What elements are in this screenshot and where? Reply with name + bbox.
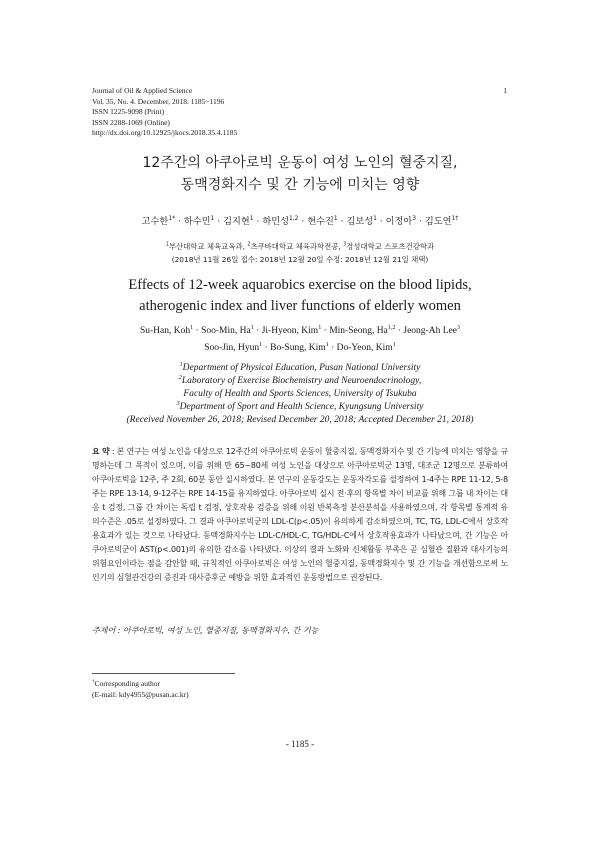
- author-affiliation-mark: 1: [333, 214, 338, 222]
- author-separator: ·: [321, 326, 330, 336]
- author-name: Jeong-Ah Lee: [403, 326, 457, 336]
- author-separator: ·: [214, 216, 224, 227]
- author-affiliation-mark: 1†: [451, 214, 459, 222]
- author-name: 김보성: [346, 216, 374, 227]
- issn-print: ISSN 1225-9098 (Print): [92, 107, 165, 116]
- author-name: 하수민: [183, 216, 211, 227]
- korean-authors: [0, 213, 600, 227]
- english-title: [0, 275, 600, 317]
- journal-volume: Vol. 35, No. 4. December, 2018. 1185~1196: [92, 96, 225, 106]
- english-authors-line2: [0, 340, 600, 357]
- english-authors: [0, 323, 600, 357]
- journal-metadata: [92, 86, 237, 139]
- page-number-bottom: - 1185 -: [285, 739, 315, 749]
- author-separator: ·: [416, 216, 425, 227]
- english-affiliation-line: $^1$Department of Physical Education, Pusan National University: [179, 361, 421, 373]
- korean-affiliations: [0, 240, 600, 266]
- journal-name: Journal of Oil & Applied Science: [92, 86, 193, 95]
- author-separator: ·: [262, 343, 271, 353]
- author-separator: ·: [253, 216, 263, 227]
- footnote: [92, 678, 189, 700]
- author-affiliation-mark: 1,2: [387, 324, 396, 331]
- author-affiliation-mark: 1*: [168, 214, 176, 222]
- author-separator: ·: [328, 343, 337, 353]
- author-name: Min-Seong, Ha: [329, 326, 388, 336]
- author-name: 김지현: [223, 216, 250, 227]
- doi-link[interactable]: http://dx.doi.org/10.12925/jkocs.2018.35.4.1185: [92, 128, 238, 137]
- english-title-line1: Effects of 12-week aquarobics exercise on the blood lipids,: [128, 277, 472, 293]
- author-name: Ji-Hyeon, Kim: [261, 326, 319, 336]
- korean-title: [0, 152, 600, 196]
- author-affiliation-mark: 1: [373, 214, 377, 222]
- corresponding-author: †Corresponding author: [92, 679, 161, 688]
- author-name: 현수진: [307, 216, 334, 227]
- author-affiliation-mark: 1: [250, 324, 254, 331]
- author-affiliation-mark: 1: [392, 341, 396, 348]
- author-affiliation-mark: 1: [318, 324, 322, 331]
- author-separator: ·: [175, 216, 184, 227]
- author-name: Soo-Jin, Hyun: [204, 343, 260, 353]
- issn-online: ISSN 2288-1069 (Online): [92, 117, 170, 127]
- english-affiliation-line: (Received November 26, 2018; Revised December 20, 2018; Accepted December 21, 2018): [126, 415, 474, 425]
- author-separator: ·: [193, 326, 202, 336]
- author-name: Soo-Min, Ha: [201, 326, 251, 336]
- author-affiliation-mark: 3: [456, 324, 461, 331]
- english-affiliation-line: Faculty of Health and Sports Sciences, University of Tsukuba: [183, 389, 417, 399]
- abstract-text: : 본 연구는 여성 노인을 대상으로 12주간의 아쿠아로빅 운동이 혈중지질, 동맥경화지수 및 간 기능에 미치는 영향을 규명하는데 그 목적이 있으며, 이를 위해 만 65~80세 여성 노인을 대상으로 아쿠아로빅군 13명, 대조군 12명으로 분류하여 아쿠아로빅을 12주, 주 2회, 60분 동안 실시하였다. 본 연구의 운동강도는 운동자각도를 설정하여 1-4주는 RPE 11-12, 5-8주는 RPE 13-14, 9-12주는 RPE 14-15를 유지하였다. 아쿠아로빅 실시 전·후의 항목별 차이 비교를 위해 그룹 내 차이는 대응 t 검정, 그룹 간 차이는 독립 t 검정, 상호작용 검증을 위해 이원 반복측정 분산분석을 사용하였으며, 각 항목별 통계적 유의수준은 .05로 설정하였다. 그 결과 아쿠아로빅군의 LDL-C(p<.05)이 유의하게 감소하였으며, TC, TG, LDL-C에서 상호작용효과가 있는 것으로 나타났다. 동맥경화지수는 LDL-C/HDL-C, TG/HDL-C에서 상호작용효과가 나타났으며, 간 기능은 아쿠아로빅군이 AST(p<.001)의 유의한 감소를 나타냈다. 이상의 결과 노화와 신체활동 부족은 곧 심혈관 질환과 대사기능의 위험요인이라는 점을 감안할 때, 규칙적인 아쿠아로빅은 여성 노인의 혈중지질, 동맥경화지수 및 간 기능을 개선함으로써 노인기의 심혈관건강의 증진과 대사증후군 예방을 위한 효과적인 운동방법으로 권장된다.: [92, 447, 508, 582]
- author-separator: ·: [376, 216, 386, 227]
- english-affiliation-line: $^3$Department of Sport and Health Science, Kyungsung University: [176, 400, 424, 412]
- author-affiliation-mark: 1: [259, 341, 263, 348]
- author-name: 하민성: [262, 216, 289, 227]
- author-separator: ·: [298, 216, 308, 227]
- footnote-divider: [92, 673, 235, 674]
- author-name: 이정아: [385, 216, 413, 227]
- author-name: 김도연: [424, 216, 452, 227]
- author-affiliation-mark: 1: [325, 341, 329, 348]
- abstract-label: 요 약: [92, 447, 110, 456]
- author-affiliation-mark: 1: [190, 324, 194, 331]
- author-separator: ·: [253, 326, 262, 336]
- author-name: 고수한: [141, 216, 169, 227]
- english-authors-line1: [0, 323, 600, 340]
- corresponding-email: (E-mail: kdy4955@pusan.ac.kr): [92, 690, 189, 699]
- korean-title-line1: 12주간의 아쿠아로빅 운동이 여성 노인의 혈중지질,: [142, 155, 458, 171]
- author-affiliation-mark: 1: [210, 214, 215, 222]
- author-affiliation-mark: 1,2: [288, 214, 299, 222]
- english-affiliation-line: $^2$Laboratory of Exercise Biochemistry and Neuroendocrinology,: [178, 374, 422, 386]
- author-name: Do-Yeon, Kim: [336, 343, 393, 353]
- author-separator: ·: [395, 326, 404, 336]
- author-name: Su-Han, Koh: [139, 326, 191, 336]
- korean-affiliation-line: $^1$부산대학교 체육교육과, $^2$츠쿠바대학교 체육과학전공, $^3$경성대학교 스포츠건강학과: [165, 242, 435, 251]
- english-affiliations: [0, 362, 600, 427]
- author-affiliation-mark: 3: [412, 214, 417, 222]
- korean-title-line2: 동맥경화지수 및 간 기능에 미치는 영향: [180, 177, 420, 193]
- abstract: [92, 445, 508, 585]
- page-number-top: 1: [503, 86, 507, 95]
- korean-dates: (2018년 11월 26일 접수: 2018년 12월 20일 수정: 2018년 12월 21일 채택): [171, 255, 429, 264]
- author-name: Bo-Sung, Kim: [270, 343, 326, 353]
- author-affiliation-mark: 1: [249, 214, 254, 222]
- english-title-line2: atherogenic index and liver functions of elderly women: [139, 298, 461, 314]
- keywords: 주제어 : 아쿠아로빅, 여성 노인, 혈중지질, 동맥경화지수, 간 기능: [92, 626, 319, 635]
- author-separator: ·: [337, 216, 347, 227]
